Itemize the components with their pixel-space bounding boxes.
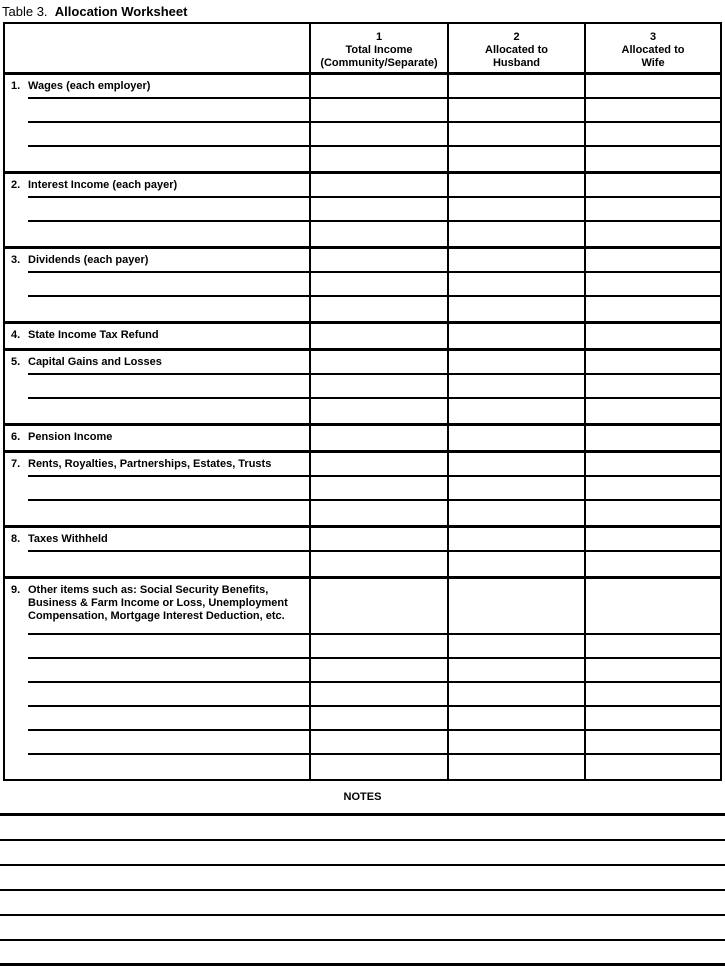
item-label: Other items such as: Social Security Benefits, Business & Farm Income or Loss, Unemployment Compensation, Mortgage Interest Deduction, etc.	[28, 584, 288, 622]
amount-writein-cell	[449, 249, 584, 273]
item-number: 6.	[11, 431, 21, 443]
amount-writein-cell	[586, 222, 720, 246]
description-writein-line	[5, 659, 309, 683]
worksheet-item-1	[5, 75, 720, 174]
notes-writein-line	[0, 841, 725, 866]
amount-writein-cell	[586, 683, 720, 707]
worksheet-item-4	[5, 324, 720, 351]
item-label-row	[5, 579, 309, 635]
amount-writein-cell	[586, 375, 720, 399]
item-number: 2.	[11, 179, 21, 191]
amount-writein-cell	[449, 174, 584, 198]
amount-writein-cell	[311, 198, 447, 222]
worksheet-item-3	[5, 249, 720, 324]
amount-writein-cell	[586, 324, 720, 348]
item-label: Wages (each employer)	[28, 80, 151, 92]
amount-cell-col2	[447, 324, 584, 348]
amount-writein-cell	[311, 297, 447, 321]
description-writein-line	[5, 123, 309, 147]
amount-writein-cell	[586, 99, 720, 123]
item-number: 4.	[11, 329, 21, 341]
amount-writein-cell	[449, 755, 584, 779]
amount-writein-cell	[586, 351, 720, 375]
amount-cell-col2	[447, 426, 584, 450]
amount-cell-col1	[309, 174, 447, 246]
header-column-label: Total Income	[345, 44, 413, 56]
table-header-row	[5, 24, 720, 75]
item-description-cell	[5, 453, 309, 525]
amount-writein-cell	[586, 174, 720, 198]
item-description-cell	[5, 174, 309, 246]
amount-writein-cell	[311, 659, 447, 683]
description-writein-line	[5, 683, 309, 707]
amount-writein-cell	[586, 399, 720, 423]
amount-writein-cell	[449, 75, 584, 99]
amount-cell-col3	[584, 579, 720, 779]
item-label-row	[5, 174, 309, 198]
amount-writein-cell	[311, 477, 447, 501]
amount-writein-cell	[311, 755, 447, 779]
amount-writein-cell	[311, 99, 447, 123]
description-writein-line	[5, 273, 309, 297]
description-writein-line	[5, 731, 309, 755]
amount-writein-cell	[311, 731, 447, 755]
item-label: Pension Income	[28, 431, 113, 443]
amount-writein-cell	[311, 375, 447, 399]
amount-writein-cell	[449, 375, 584, 399]
worksheet-item-9	[5, 579, 720, 779]
amount-writein-cell	[449, 426, 584, 450]
amount-cell-col2	[447, 453, 584, 525]
amount-writein-cell	[586, 659, 720, 683]
amount-writein-cell	[449, 123, 584, 147]
worksheet-table	[3, 22, 722, 781]
description-writein-line	[5, 147, 309, 171]
amount-cell-col3	[584, 351, 720, 423]
amount-cell-col3	[584, 249, 720, 321]
amount-cell-col1	[309, 579, 447, 779]
amount-writein-cell	[449, 324, 584, 348]
amount-writein-cell	[311, 552, 447, 576]
item-label: Rents, Royalties, Partnerships, Estates, Trusts	[28, 458, 272, 470]
amount-writein-cell	[449, 579, 584, 635]
item-label: State Income Tax Refund	[28, 329, 159, 341]
notes-writein-line	[0, 866, 725, 891]
header-column-label: Husband	[492, 57, 541, 69]
amount-writein-cell	[311, 147, 447, 171]
item-description-cell	[5, 426, 309, 450]
amount-writein-cell	[586, 198, 720, 222]
amount-cell-col3	[584, 453, 720, 525]
header-column-number: 2	[513, 31, 520, 43]
amount-writein-cell	[449, 552, 584, 576]
amount-writein-cell	[449, 528, 584, 552]
header-column-label: Allocated to	[485, 44, 548, 56]
notes-heading: NOTES	[343, 791, 382, 803]
description-writein-line	[5, 707, 309, 731]
amount-writein-cell	[449, 731, 584, 755]
amount-writein-cell	[449, 453, 584, 477]
amount-writein-cell	[311, 426, 447, 450]
description-writein-line	[5, 635, 309, 659]
amount-writein-cell	[586, 477, 720, 501]
description-writein-line	[5, 297, 309, 321]
description-writein-line	[5, 198, 309, 222]
amount-cell-col1	[309, 75, 447, 171]
header-column-number: 1	[375, 31, 383, 43]
amount-cell-col1	[309, 351, 447, 423]
header-column-2	[447, 24, 584, 72]
amount-cell-col3	[584, 426, 720, 450]
page-title	[0, 0, 725, 22]
amount-writein-cell	[449, 659, 584, 683]
notes-writein-line	[0, 804, 725, 816]
item-number: 5.	[11, 356, 21, 368]
notes-writein-line	[0, 891, 725, 916]
amount-cell-col1	[309, 249, 447, 321]
amount-writein-cell	[311, 174, 447, 198]
header-column-1	[309, 24, 447, 72]
amount-writein-cell	[449, 707, 584, 731]
header-description-cell	[5, 24, 309, 72]
amount-writein-cell	[586, 579, 720, 635]
amount-cell-col3	[584, 174, 720, 246]
amount-writein-cell	[449, 351, 584, 375]
item-label: Interest Income (each payer)	[28, 179, 178, 191]
amount-cell-col2	[447, 351, 584, 423]
item-label-row	[5, 324, 309, 348]
description-writein-line	[5, 552, 309, 576]
amount-cell-col1	[309, 324, 447, 348]
amount-cell-col3	[584, 75, 720, 171]
amount-writein-cell	[449, 297, 584, 321]
description-writein-line	[5, 99, 309, 123]
amount-writein-cell	[586, 453, 720, 477]
description-writein-line	[5, 755, 309, 779]
amount-writein-cell	[586, 501, 720, 525]
worksheet-item-5	[5, 351, 720, 426]
item-description-cell	[5, 579, 309, 779]
amount-cell-col3	[584, 324, 720, 348]
amount-writein-cell	[586, 123, 720, 147]
amount-writein-cell	[311, 75, 447, 99]
amount-cell-col3	[584, 528, 720, 576]
amount-writein-cell	[311, 273, 447, 297]
amount-writein-cell	[586, 552, 720, 576]
item-description-cell	[5, 249, 309, 321]
notes-writein-line	[0, 941, 725, 966]
description-writein-line	[5, 501, 309, 525]
amount-writein-cell	[311, 707, 447, 731]
item-description-cell	[5, 75, 309, 171]
amount-writein-cell	[311, 683, 447, 707]
item-label-row	[5, 528, 309, 552]
item-label-row	[5, 426, 309, 450]
worksheet-item-2	[5, 174, 720, 249]
item-label-row	[5, 453, 309, 477]
amount-writein-cell	[586, 147, 720, 171]
header-column-label: Wife	[641, 57, 665, 69]
worksheet-title: Allocation Worksheet	[54, 4, 188, 19]
notes-writein-line	[0, 816, 725, 841]
description-writein-line	[5, 222, 309, 246]
item-description-cell	[5, 324, 309, 348]
header-column-label: (Community/Separate)	[320, 57, 438, 69]
amount-cell-col2	[447, 249, 584, 321]
amount-writein-cell	[586, 249, 720, 273]
amount-writein-cell	[311, 635, 447, 659]
amount-writein-cell	[311, 222, 447, 246]
amount-cell-col1	[309, 426, 447, 450]
amount-writein-cell	[586, 755, 720, 779]
notes-writein-line	[0, 916, 725, 941]
amount-writein-cell	[586, 297, 720, 321]
item-label-row	[5, 249, 309, 273]
amount-writein-cell	[311, 123, 447, 147]
item-number: 1.	[11, 80, 21, 92]
header-column-3	[584, 24, 720, 72]
amount-writein-cell	[449, 683, 584, 707]
amount-writein-cell	[311, 351, 447, 375]
worksheet-item-8	[5, 528, 720, 579]
worksheet-item-6	[5, 426, 720, 453]
amount-writein-cell	[586, 528, 720, 552]
amount-writein-cell	[449, 222, 584, 246]
amount-writein-cell	[311, 579, 447, 635]
amount-writein-cell	[311, 501, 447, 525]
item-description-cell	[5, 528, 309, 576]
amount-writein-cell	[449, 477, 584, 501]
header-column-number: 3	[649, 31, 657, 43]
amount-writein-cell	[586, 731, 720, 755]
amount-writein-cell	[311, 453, 447, 477]
amount-writein-cell	[586, 75, 720, 99]
item-description-cell	[5, 351, 309, 423]
amount-cell-col2	[447, 528, 584, 576]
amount-cell-col2	[447, 579, 584, 779]
item-number: 9.	[11, 584, 21, 596]
item-number: 7.	[11, 458, 21, 470]
amount-writein-cell	[311, 249, 447, 273]
item-number: 8.	[11, 533, 21, 545]
amount-cell-col2	[447, 174, 584, 246]
item-label-row	[5, 75, 309, 99]
amount-writein-cell	[449, 399, 584, 423]
amount-writein-cell	[449, 99, 584, 123]
amount-writein-cell	[586, 707, 720, 731]
item-label-row	[5, 351, 309, 375]
description-writein-line	[5, 477, 309, 501]
amount-writein-cell	[311, 528, 447, 552]
amount-cell-col1	[309, 528, 447, 576]
amount-writein-cell	[449, 273, 584, 297]
worksheet-item-7	[5, 453, 720, 528]
amount-writein-cell	[311, 399, 447, 423]
description-writein-line	[5, 399, 309, 423]
item-label: Dividends (each payer)	[28, 254, 149, 266]
item-label: Taxes Withheld	[28, 533, 108, 545]
amount-writein-cell	[449, 147, 584, 171]
header-column-label: Allocated to	[621, 44, 685, 56]
amount-cell-col1	[309, 453, 447, 525]
amount-writein-cell	[586, 635, 720, 659]
description-writein-line	[5, 375, 309, 399]
amount-writein-cell	[449, 501, 584, 525]
table-number-label: Table 3.	[2, 4, 48, 19]
item-number: 3.	[11, 254, 21, 266]
item-label: Capital Gains and Losses	[28, 356, 162, 368]
amount-writein-cell	[449, 635, 584, 659]
amount-writein-cell	[586, 273, 720, 297]
amount-writein-cell	[449, 198, 584, 222]
amount-writein-cell	[586, 426, 720, 450]
amount-cell-col2	[447, 75, 584, 171]
amount-writein-cell	[311, 324, 447, 348]
notes-lines	[0, 804, 725, 966]
